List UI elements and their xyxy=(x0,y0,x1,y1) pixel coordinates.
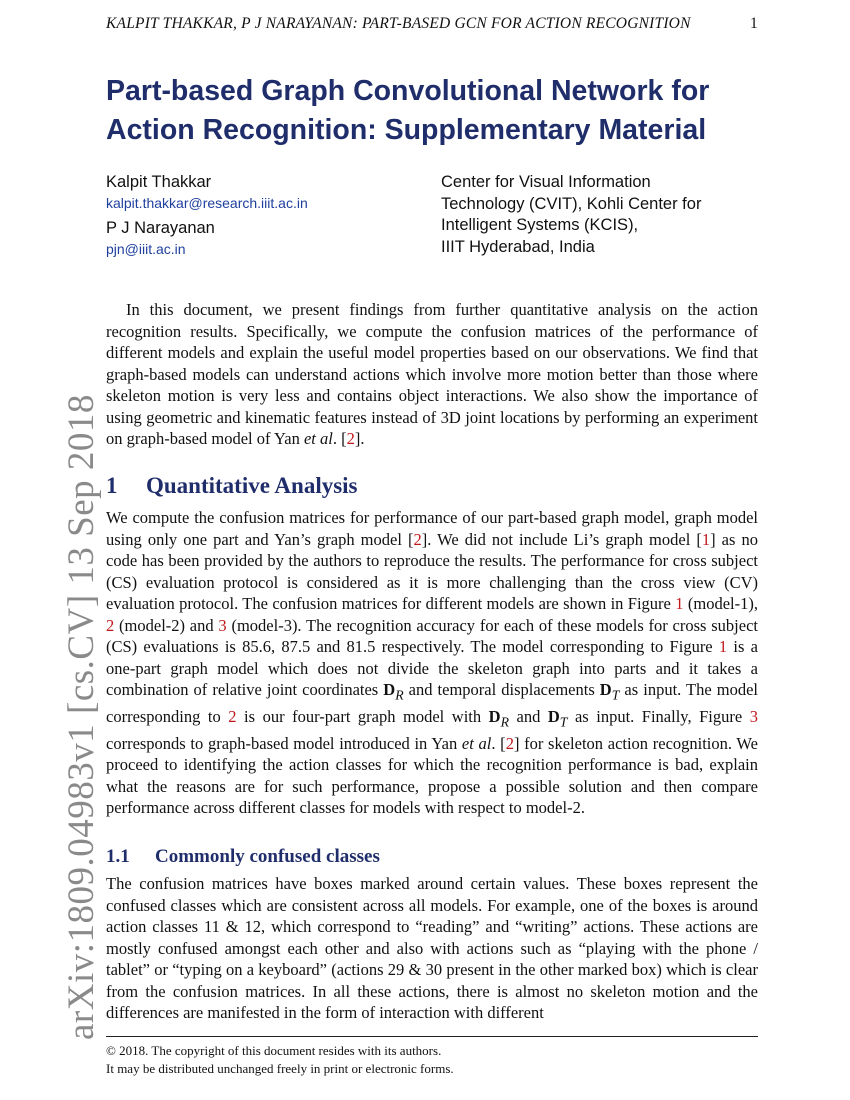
figure-link[interactable]: 3 xyxy=(218,615,227,635)
figure-link[interactable]: 1 xyxy=(675,594,684,613)
affiliation-line: Technology (CVIT), Kohli Center for xyxy=(441,194,702,213)
author-name: P J Narayanan xyxy=(106,219,215,237)
running-head xyxy=(106,15,758,33)
section-title: Quantitative Analysis xyxy=(146,473,358,498)
affiliation-line: Center for Visual Information xyxy=(441,173,651,191)
figure-link[interactable]: 2 xyxy=(106,615,115,635)
subsection-title: Commonly confused classes xyxy=(155,846,380,867)
affiliation-line: Intelligent Systems (KCIS), xyxy=(441,216,639,234)
abstract xyxy=(106,299,758,450)
figure-link[interactable]: 2 xyxy=(228,706,237,726)
citation-link[interactable]: 2 xyxy=(413,529,422,549)
copyright-line: © 2018. The copyright of this document resides with its authors. xyxy=(106,1043,442,1058)
section-heading xyxy=(106,473,758,499)
figure-link[interactable]: 3 xyxy=(749,706,758,726)
author-email-link[interactable]: pjn@iiit.ac.in xyxy=(106,241,186,257)
affiliation-block xyxy=(441,172,761,258)
running-head-text: KALPIT THAKKAR, P J NARAYANAN: PART-BASED GCN FOR ACTION RECOGNITION xyxy=(106,15,691,32)
citation-link[interactable]: 1 xyxy=(701,529,711,549)
author-name: Kalpit Thakkar xyxy=(106,173,212,191)
author-block xyxy=(106,172,426,264)
citation-link[interactable]: 2 xyxy=(346,429,355,448)
subsection-heading xyxy=(106,846,758,868)
paper-title: Part-based Graph Convolutional Network for Action Recognition: Supplementary Material xyxy=(106,75,710,146)
subsection-paragraph: The confusion matrices have boxes marked around certain values. These boxes represent the confused classes which are consistent across all models. For example, one of the boxes is around action classes 11 & 12, which correspond to “reading” and “writing” actions. These actions are mostly confused amongst each other and also with actions such as “playing with the phone / tablet” or “typing on a keyboard” (actions 29 & 30 present in the other marked box) which is clear from the confusion matrices. In all these actions, there is almost no skeleton motion and the differences are manifested in the form of interaction with different xyxy=(106,874,758,1022)
section-number: 1 xyxy=(106,473,118,498)
affiliation-line: IIIT Hyderabad, India xyxy=(441,237,595,256)
section-paragraph: We compute the confusion matrices for performance of our part-based graph model, graph model using only one part and Yan’s graph model [2]. We did not include Li’s graph model [1] as no code has been provided by the authors to reproduce the results. The performance for cross subject (CS) evaluation protocol is considered as it is more challenging than the cross view (CV) evaluation protocol. The confusion matrices for different models are shown in Figure 1 (model-1), 2 (model-2) and 3 (model-3). The recognition accuracy for each of these models for cross subject (CS) evaluations is 85.6, 87.5 and 81.5 respectively. The model corresponding to Figure 1 is a one-part graph model which does not divide the skeleton graph into parts and it takes a combination of relative joint coordinates $D_R$ and temporal displacements $D_T$ as input. The model corresponding to 2 is our four-part graph model with $D_R$ and $D_T$ as input. Finally, Figure 3 corresponds to graph-based model introduced in Yan et al. [2] for skeleton action recognition. We proceed to identifying the action classes for which the recognition performance is bad, explain what the reasons are for such performance, propose a possible solution and then compare performance across different classes for models with respect to model-2. xyxy=(106,508,758,818)
section-quantitative-analysis xyxy=(106,473,758,819)
arxiv-stamp: arXiv:1809.04983v1 [cs.CV] 13 Sep 2018 xyxy=(61,394,102,1040)
subsection-commonly-confused-classes xyxy=(106,846,758,1024)
abstract-paragraph: In this document, we present findings from further quantitative analysis on the action recognition results. Specifically, we compute the confusion matrices of the performance of different models and explain the useful model properties based on our observations. We find that graph-based models can understand actions which involve more motion better than those where skeleton motion is very less and contains object interactions. We also show the importance of using geometric and kinematic features instead of 3D joint locations by performing an experiment on graph-based model of Yan et al. [2]. xyxy=(106,300,758,448)
page-number: 1 xyxy=(750,15,758,32)
copyright-footnote xyxy=(106,1036,758,1078)
distribution-line: It may be distributed unchanged freely in print or electronic forms. xyxy=(106,1061,454,1076)
citation-link[interactable]: 2 xyxy=(505,733,514,753)
author-email-link[interactable]: kalpit.thakkar@research.iiit.ac.in xyxy=(106,195,308,211)
figure-link[interactable]: 1 xyxy=(718,637,728,656)
subsection-number: 1.1 xyxy=(106,846,130,867)
